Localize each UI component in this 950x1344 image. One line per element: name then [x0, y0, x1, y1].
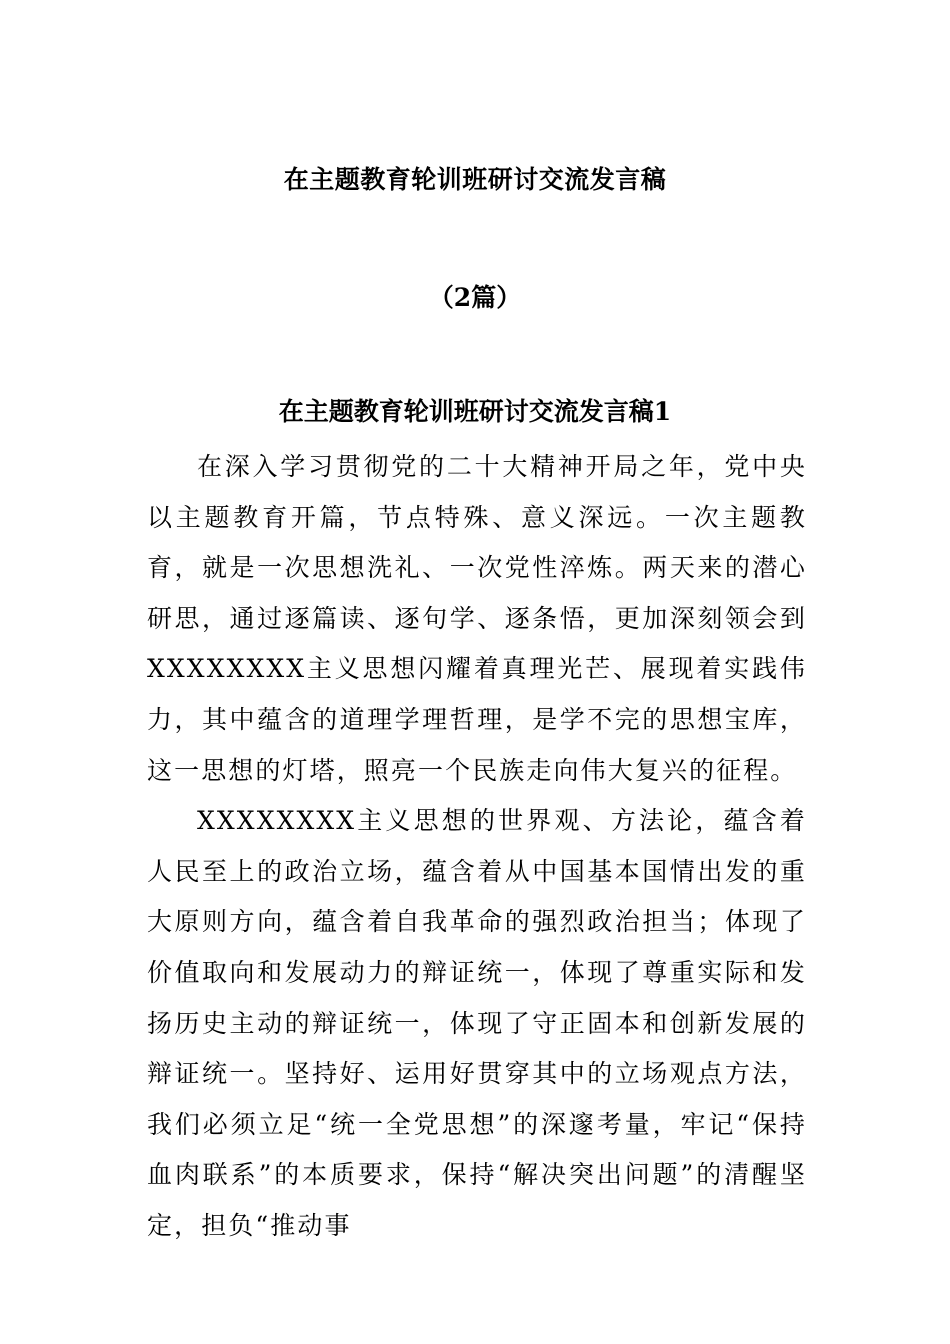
- paragraph-2: XXXXXXXX主义思想的世界观、方法论，蕴含着人民至上的政治立场，蕴含着从中国基本国情出发的重大原则方向，蕴含着自我革命的强烈政治担当；体现了价值取向和发展动力的辩证统一，体现了尊重实际和发扬历史主动的辩证统一，体现了守正固本和创新发展的辩证统一。坚持好、运用好贯穿其中的立场观点方法，我们必须立足“统一全党思想”的深邃考量，牢记“保持血肉联系”的本质要求，保持“解决突出问题”的清醒坚定，担负“推动事: [147, 806, 807, 1240]
- article-title: 在主题教育轮训班研讨交流发言稿1: [278, 397, 672, 426]
- document-title: 在主题教育轮训班研讨交流发言稿: [283, 165, 667, 194]
- document-subtitle: （2篇）: [428, 283, 522, 312]
- article-body: [147, 442, 807, 1252]
- paragraph-1: 在深入学习贯彻党的二十大精神开局之年，党中央以主题教育开篇，节点特殊、意义深远。一次主题教育，就是一次思想洗礼、一次党性淬炼。两天来的潜心研思，通过逐篇读、逐句学、逐条悟，更加深刻领会到XXXXXXXX主义思想闪耀着真理光芒、展现着实践伟力，其中蕴含的道理学理哲理，是学不完的思想宝库，这一思想的灯塔，照亮一个民族走向伟大复兴的征程。: [147, 452, 807, 785]
